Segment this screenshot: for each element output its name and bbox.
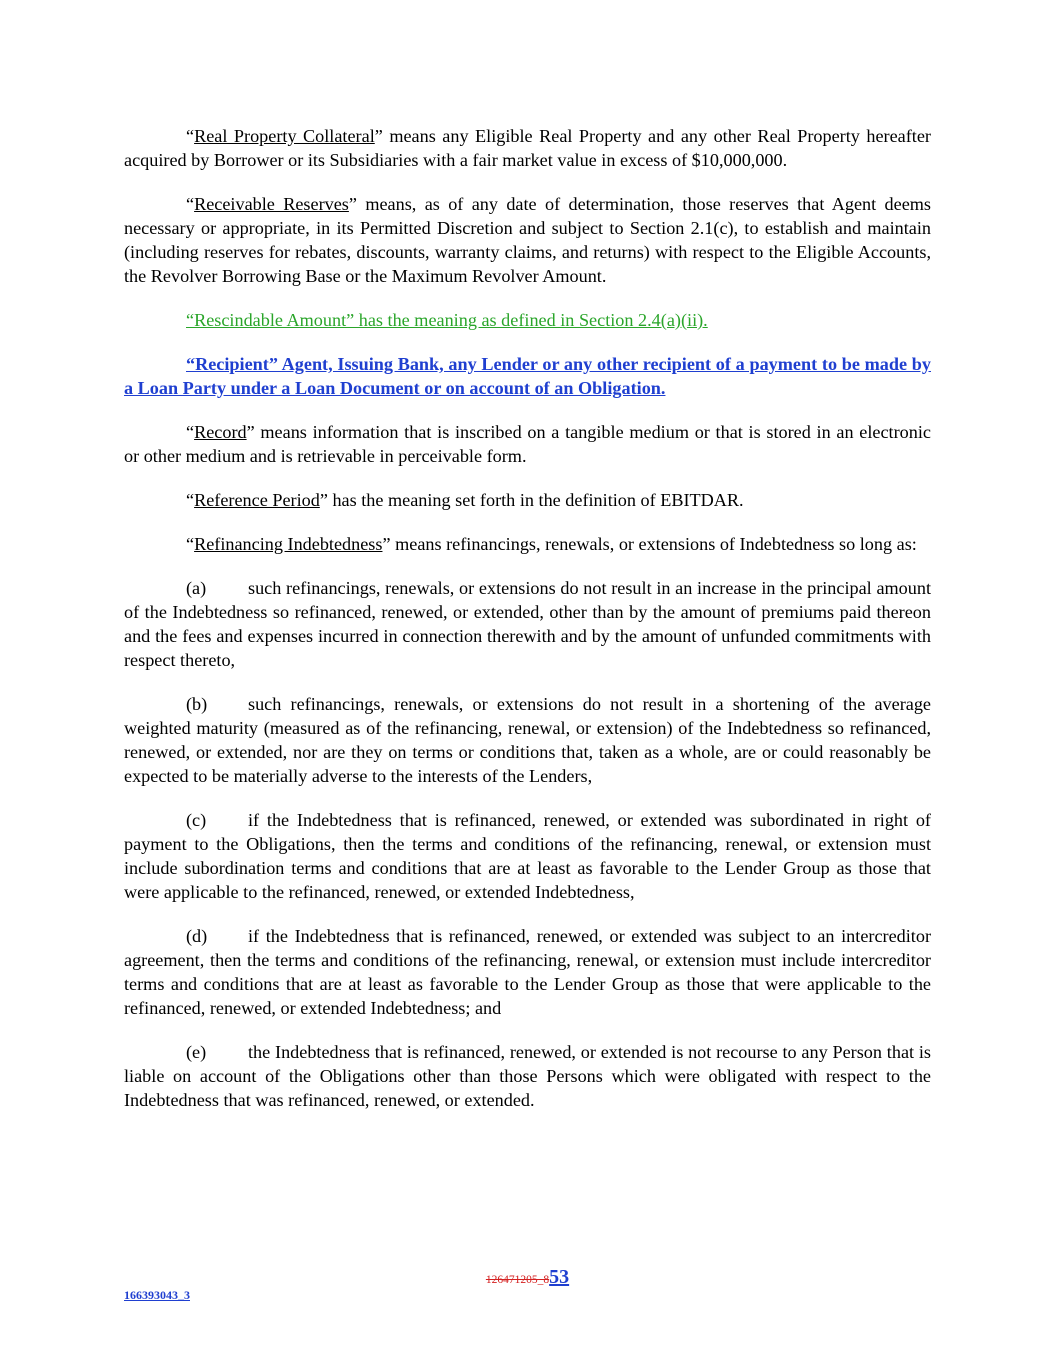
definition-receivable-reserves bbox=[124, 192, 931, 288]
definition-rescindable-amount-inserted bbox=[124, 308, 931, 332]
document-id: 166393043_3 bbox=[124, 1288, 190, 1302]
inserted-text: “Recipient” Agent, Issuing Bank, any Lender or any other recipient of a payment to be made by a Loan Party under a Loan Document or on account of an Obligation. bbox=[124, 354, 931, 398]
clause-label: (e) bbox=[186, 1042, 207, 1062]
deleted-page-ref: 126471205_8 bbox=[485, 1274, 550, 1286]
clause-text: if the Indebtedness that is refinanced, renewed, or extended was subordinated in right of payment to the Obligations, then the terms and conditions of the refinancing, renewal, or extension must include subordination terms and conditions that are at least as favorable to the Lender Group as those that were applicable to the refinanced, renewed, or extended Indebtedness, bbox=[124, 810, 931, 902]
clause-label: (b) bbox=[186, 694, 208, 714]
defined-term: Record bbox=[194, 422, 247, 442]
definition-text: means, as of any date of determination, those reserves that Agent deems necessary or appropriate, in its Permitted Discretion and subject to Section 2.1(c), to establish and maintain (including reserves for rebates, discounts, warranty claims, and returns) with respect to the Eligible Accounts, the Revolver Borrowing Base or the Maximum Revolver Amount. bbox=[124, 194, 931, 286]
definition-reference-period bbox=[124, 488, 931, 512]
close-quote: ” bbox=[246, 422, 255, 442]
close-quote: ” bbox=[319, 490, 328, 510]
clause-a bbox=[124, 576, 931, 672]
definition-text: means any Eligible Real Property and any other Real Property hereafter acquired by Borrower or its Subsidiaries with a fair market value in excess of $10,000,000. bbox=[124, 126, 931, 170]
clause-label: (d) bbox=[186, 926, 208, 946]
open-quote: “ bbox=[186, 422, 195, 442]
definition-refinancing-indebtedness bbox=[124, 532, 931, 556]
defined-term: Real Property Collateral bbox=[194, 126, 375, 146]
clause-label: (a) bbox=[186, 578, 207, 598]
definition-text: means refinancings, renewals, or extensions of Indebtedness so long as: bbox=[390, 534, 917, 554]
defined-term: Reference Period bbox=[194, 490, 320, 510]
clause-c bbox=[124, 808, 931, 904]
definition-text: means information that is inscribed on a tangible medium or that is stored in an electronic or other medium and is retrievable in perceivable form. bbox=[124, 422, 931, 466]
close-quote: ” bbox=[374, 126, 383, 146]
close-quote: ” bbox=[382, 534, 391, 554]
clause-label: (c) bbox=[186, 810, 207, 830]
open-quote: “ bbox=[186, 534, 195, 554]
clause-text: the Indebtedness that is refinanced, renewed, or extended is not recourse to any Person that is liable on account of the Obligations other than those Persons which were obligated with respect to the Indebtedness that was refinanced, renewed, or extended. bbox=[124, 1042, 931, 1110]
clause-d bbox=[124, 924, 931, 1020]
page-number-footer bbox=[0, 1266, 1055, 1289]
clause-text: such refinancings, renewals, or extensions do not result in an increase in the principal amount of the Indebtedness so refinanced, renewed, or extended, other than by the amount of premiums paid thereon and the fees and expenses incurred in connection therewith and by the amount of unfunded commitments with respect thereto, bbox=[124, 578, 931, 670]
defined-term: Receivable Reserves bbox=[194, 194, 349, 214]
definition-record bbox=[124, 420, 931, 468]
open-quote: “ bbox=[186, 126, 195, 146]
clause-b bbox=[124, 692, 931, 788]
document-page bbox=[124, 124, 931, 1132]
definition-real-property-collateral bbox=[124, 124, 931, 172]
clause-text: if the Indebtedness that is refinanced, renewed, or extended was subject to an intercreditor agreement, then the terms and conditions of the refinancing, renewal, or extension must include intercreditor terms and conditions that are at least as favorable to the Lender Group as those that were applicable to the refinanced, renewed, or extended Indebtedness; and bbox=[124, 926, 931, 1018]
defined-term: Refinancing Indebtedness bbox=[194, 534, 383, 554]
inserted-text: “Rescindable Amount” has the meaning as defined in Section 2.4(a)(ii). bbox=[186, 310, 708, 330]
page-number: 53 bbox=[549, 1266, 570, 1288]
clause-text: such refinancings, renewals, or extensions do not result in a shortening of the average weighted maturity (measured as of the refinancing, renewal, or extension) of the Indebtedness so refinanced, renewed, or extended, nor are they on terms or conditions that, taken as a whole, are or could reasonably be expected to be materially adverse to the interests of the Lenders, bbox=[124, 694, 931, 786]
close-quote: ” bbox=[348, 194, 357, 214]
open-quote: “ bbox=[186, 490, 195, 510]
open-quote: “ bbox=[186, 194, 195, 214]
clause-e bbox=[124, 1040, 931, 1112]
definition-text: has the meaning set forth in the definition of EBITDAR. bbox=[327, 490, 744, 510]
definition-recipient-inserted bbox=[124, 352, 931, 400]
